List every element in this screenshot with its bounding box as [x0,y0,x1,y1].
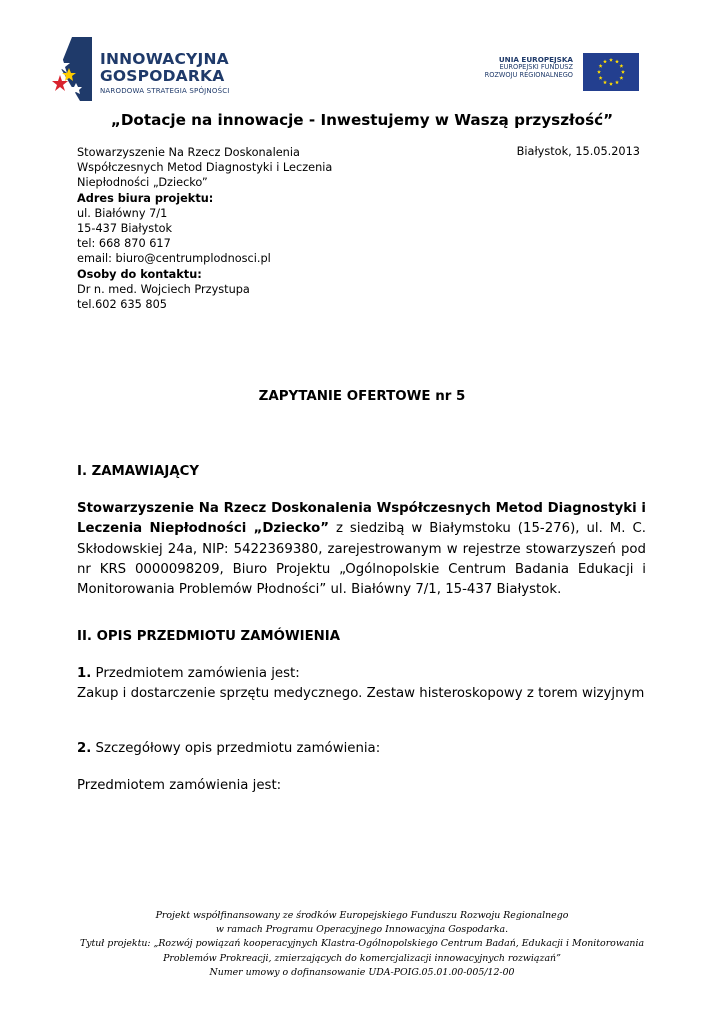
logo-title-line2: GOSPODARKA [100,67,225,85]
ordering-party-name: Stowarzyszenie Na Rzecz Doskonalenia Współczesnych Metod Diagnostyki i Leczenia Niepłodności „Dziecko” [77,501,646,537]
footer-line-1: Projekt współfinansowany ze środków Europejskiego Funduszu Rozwoju Regionalnego [155,910,569,921]
innowacyjna-gospodarka-logo [52,37,252,101]
eu-subtitle-2: ROZWOJU REGIONALNEGO [484,70,573,79]
eu-flag-icon [583,53,639,91]
eu-logo [476,47,639,94]
section-1-heading: I. ZAMAWIAJĄCY [77,464,200,479]
eu-subtitle-1: EUROPEJSKI FUNDUSZ [499,63,573,72]
org-line-1: Stowarzyszenie Na Rzecz Doskonalenia [77,146,300,159]
eu-title: UNIA EUROPEJSKA [498,55,573,64]
footer [0,909,724,980]
item-1-text: Przedmiotem zamówienia jest: [91,666,300,681]
footer-line-3: Tytuł projektu: „Rozwój powiązań kooperacyjnych Klastra-Ogólnopolskiego Centrum Badań, Edukacji i Monitorowania [79,938,645,950]
slogan: „Dotacje na innowacje - Inwestujemy w Waszą przyszłość” [110,111,614,129]
contact-label: Osoby do kontaktu: [77,267,202,281]
eu-logo-text [485,56,573,79]
office-email[interactable]: email: biuro@centrumplodnosci.pl [77,252,271,266]
address-block [77,145,332,312]
item-1-number: 1. [77,666,92,681]
logo-subtitle: NARODOWA STRATEGIA SPÓJNOŚCI [100,87,230,95]
item-2-number: 2. [77,741,92,756]
document-title: ZAPYTANIE OFERTOWE nr 5 [258,389,466,404]
section-2-heading: II. OPIS PRZEDMIOTU ZAMÓWIENIA [77,629,341,644]
footer-line-2: w ramach Programu Operacyjnego Innowacyjna Gospodarka. [215,924,509,936]
office-label: Adres biura projektu: [77,191,214,205]
section-1-paragraph [77,499,646,600]
office-street: ul. Białówny 7/1 [77,206,168,220]
logo-title-line1: INNOWACYJNA [100,50,229,68]
document-date: Białystok, 15.05.2013 [516,145,640,158]
item-1 [77,666,300,681]
footer-line-4: Problemów Prokreacji, zmierzających do komercjalizacji innowacyjnych rozwiązań” [163,952,561,964]
office-city: 15-437 Białystok [77,222,173,236]
item-1-detail: Zakup i dostarczenie sprzętu medycznego. Zestaw histeroskopowy z torem wizyjnym [77,686,645,701]
ordering-party-details: z siedzibą w Białymstoku (15-276), ul. M. C. Skłodowskiej 24a, NIP: 5422369380, zarejestrowanym w rejestrze stowarzyszeń pod nr KRS 0000098209, Biuro Projektu „Ogólnopolskie Centrum Badania Edukacji i Monitorowania Problemów Płodności” ul. Białówny 7/1, 15-437 Białystok. [77,521,646,598]
org-line-3: Niepłodności „Dziecko” [77,176,208,190]
item-2-text: Szczegółowy opis przedmiotu zamówienia: [91,741,381,756]
contact-phone: tel.602 635 805 [77,298,167,312]
logo-mark-icon [52,37,92,101]
office-phone: tel: 668 870 617 [77,237,171,251]
org-line-2: Współczesnych Metod Diagnostyki i Leczenia [77,161,333,175]
footer-line-5: Numer umowy o dofinansowanie UDA-POIG.05.01.00-005/12-00 [209,966,515,978]
contact-person: Dr n. med. Wojciech Przystupa [77,282,250,296]
item-3: Przedmiotem zamówienia jest: [77,778,282,793]
item-2 [77,741,380,756]
